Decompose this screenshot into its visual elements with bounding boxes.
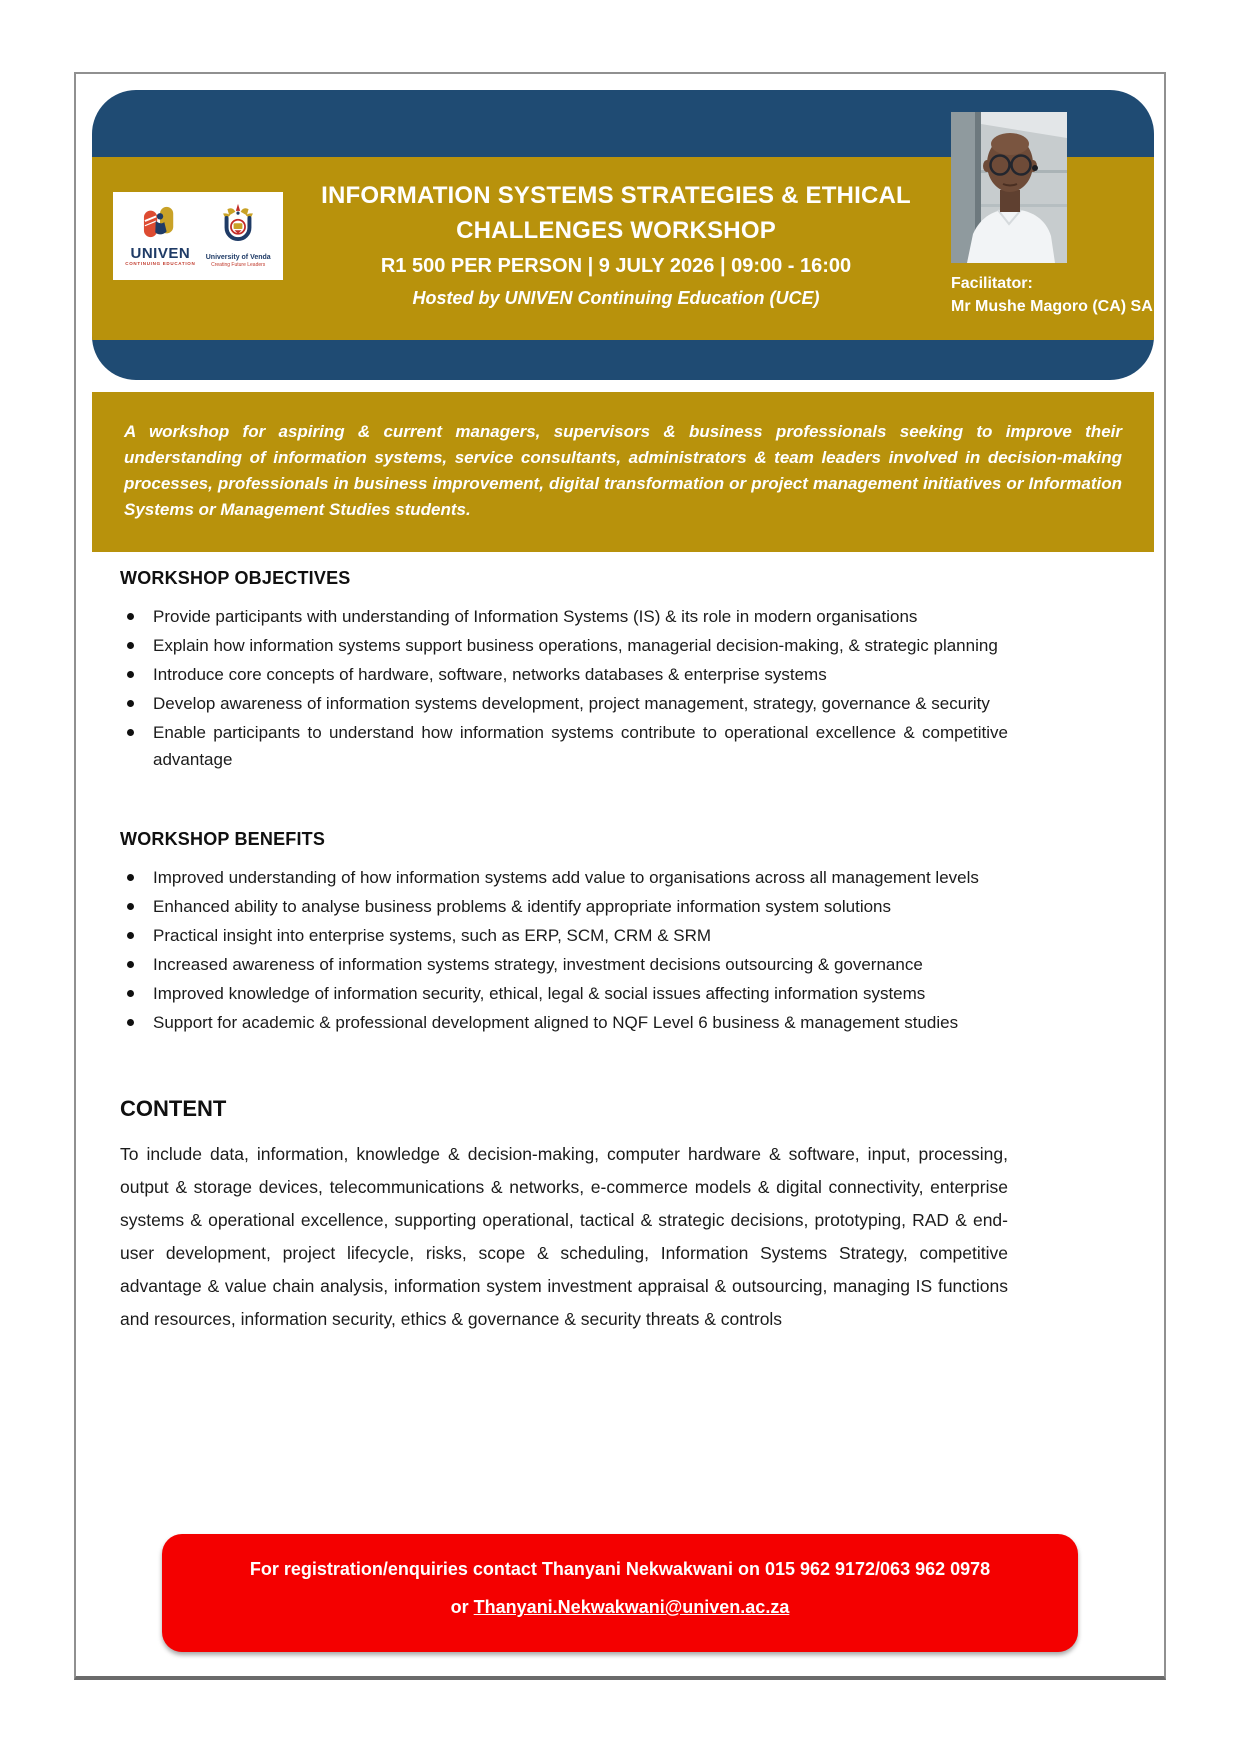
contact-line2	[162, 1597, 1078, 1618]
benefit-item: Improved knowledge of information security, ethical, legal & social issues affecting information systems	[120, 980, 1008, 1007]
benefits-list	[120, 864, 1008, 1036]
workshop-title-line1: INFORMATION SYSTEMS STRATEGIES & ETHICAL	[321, 182, 911, 209]
facilitator-name: Mr Mushe Magoro (CA) SA	[951, 298, 1153, 315]
venda-tagline: Creating Future Leaders	[211, 262, 266, 268]
univen-subtext: CONTINUING EDUCATION	[125, 261, 196, 266]
benefit-item: Improved understanding of how information systems add value to organisations across all management levels	[120, 864, 1008, 891]
venda-name: University of Venda	[205, 254, 271, 261]
contact-line1: For registration/enquiries contact Thanyani Nekwakwani on 015 962 9172/063 962 0978	[249, 1559, 991, 1579]
facilitator-label: Facilitator:	[951, 275, 1033, 292]
hosted-by: Hosted by UNIVEN Continuing Education (UCE)	[412, 288, 820, 308]
objective-item: Enable participants to understand how information systems contribute to operational excellence & competitive advantage	[120, 719, 1008, 773]
workshop-title-line2: CHALLENGES WORKSHOP	[456, 217, 776, 244]
contact-line2-prefix: or	[450, 1597, 469, 1617]
univen-logo	[125, 205, 195, 267]
benefit-item: Increased awareness of information systems strategy, investment decisions outsourcing & governance	[120, 951, 1008, 978]
objective-item: Explain how information systems support business operations, managerial decision-making, & strategic planning	[120, 632, 1008, 659]
logo-box	[113, 192, 283, 280]
objectives-list	[120, 603, 1008, 773]
content-paragraph: To include data, information, knowledge & decision-making, computer hardware & software, input, processing, output & storage devices, telecommunications & networks, e-commerce models & digital connectivity, enterprise systems & operational excellence, supporting operational, tactical & strategic decisions, prototyping, RAD & end-user development, project lifecycle, risks, scope & scheduling, Information Systems Strategy, competitive advantage & value chain analysis, information system investment appraisal & outsourcing, managing IS functions and resources, information security, ethics & governance & security threats & controls	[120, 1144, 1008, 1329]
content-heading: CONTENT	[120, 1096, 227, 1121]
venda-logo	[206, 203, 271, 269]
audience-intro-box: A workshop for aspiring & current managers, supervisors & business professionals seeking to improve their understanding of information systems, service consultants, administrators & team leaders involved in decision-making processes, professionals in business improvement, digital transformation or project management initiatives or Information Systems or Management Studies students.	[92, 392, 1154, 552]
venda-crest-icon	[220, 203, 256, 252]
benefits-heading: WORKSHOP BENEFITS	[120, 829, 326, 849]
objective-item: Develop awareness of information systems development, project management, strategy, governance & security	[120, 690, 1008, 717]
benefit-item: Support for academic & professional development aligned to NQF Level 6 business & management studies	[120, 1009, 1008, 1036]
benefit-item: Practical insight into enterprise systems, such as ERP, SCM, CRM & SRM	[120, 922, 1008, 949]
objective-item: Introduce core concepts of hardware, software, networks databases & enterprise systems	[120, 661, 1008, 688]
facilitator-photo	[951, 112, 1067, 263]
title-block	[288, 178, 944, 309]
body-column	[120, 568, 1008, 1336]
univen-wordmark: UNIVEN	[130, 245, 191, 262]
benefit-item: Enhanced ability to analyse business problems & identify appropriate information system solutions	[120, 893, 1008, 920]
objectives-heading: WORKSHOP OBJECTIVES	[120, 568, 351, 588]
univen-logo-icon	[141, 205, 179, 244]
objective-item: Provide participants with understanding of Information Systems (IS) & its role in modern organisations	[120, 603, 1008, 630]
contact-email-link[interactable]: Thanyani.Nekwakwani@univen.ac.za	[473, 1597, 790, 1617]
contact-box	[162, 1534, 1078, 1652]
price-date-time: R1 500 PER PERSON | 9 JULY 2026 | 09:00 - 16:00	[380, 255, 852, 277]
header-banner	[92, 90, 1154, 380]
facilitator-block	[951, 272, 1153, 318]
